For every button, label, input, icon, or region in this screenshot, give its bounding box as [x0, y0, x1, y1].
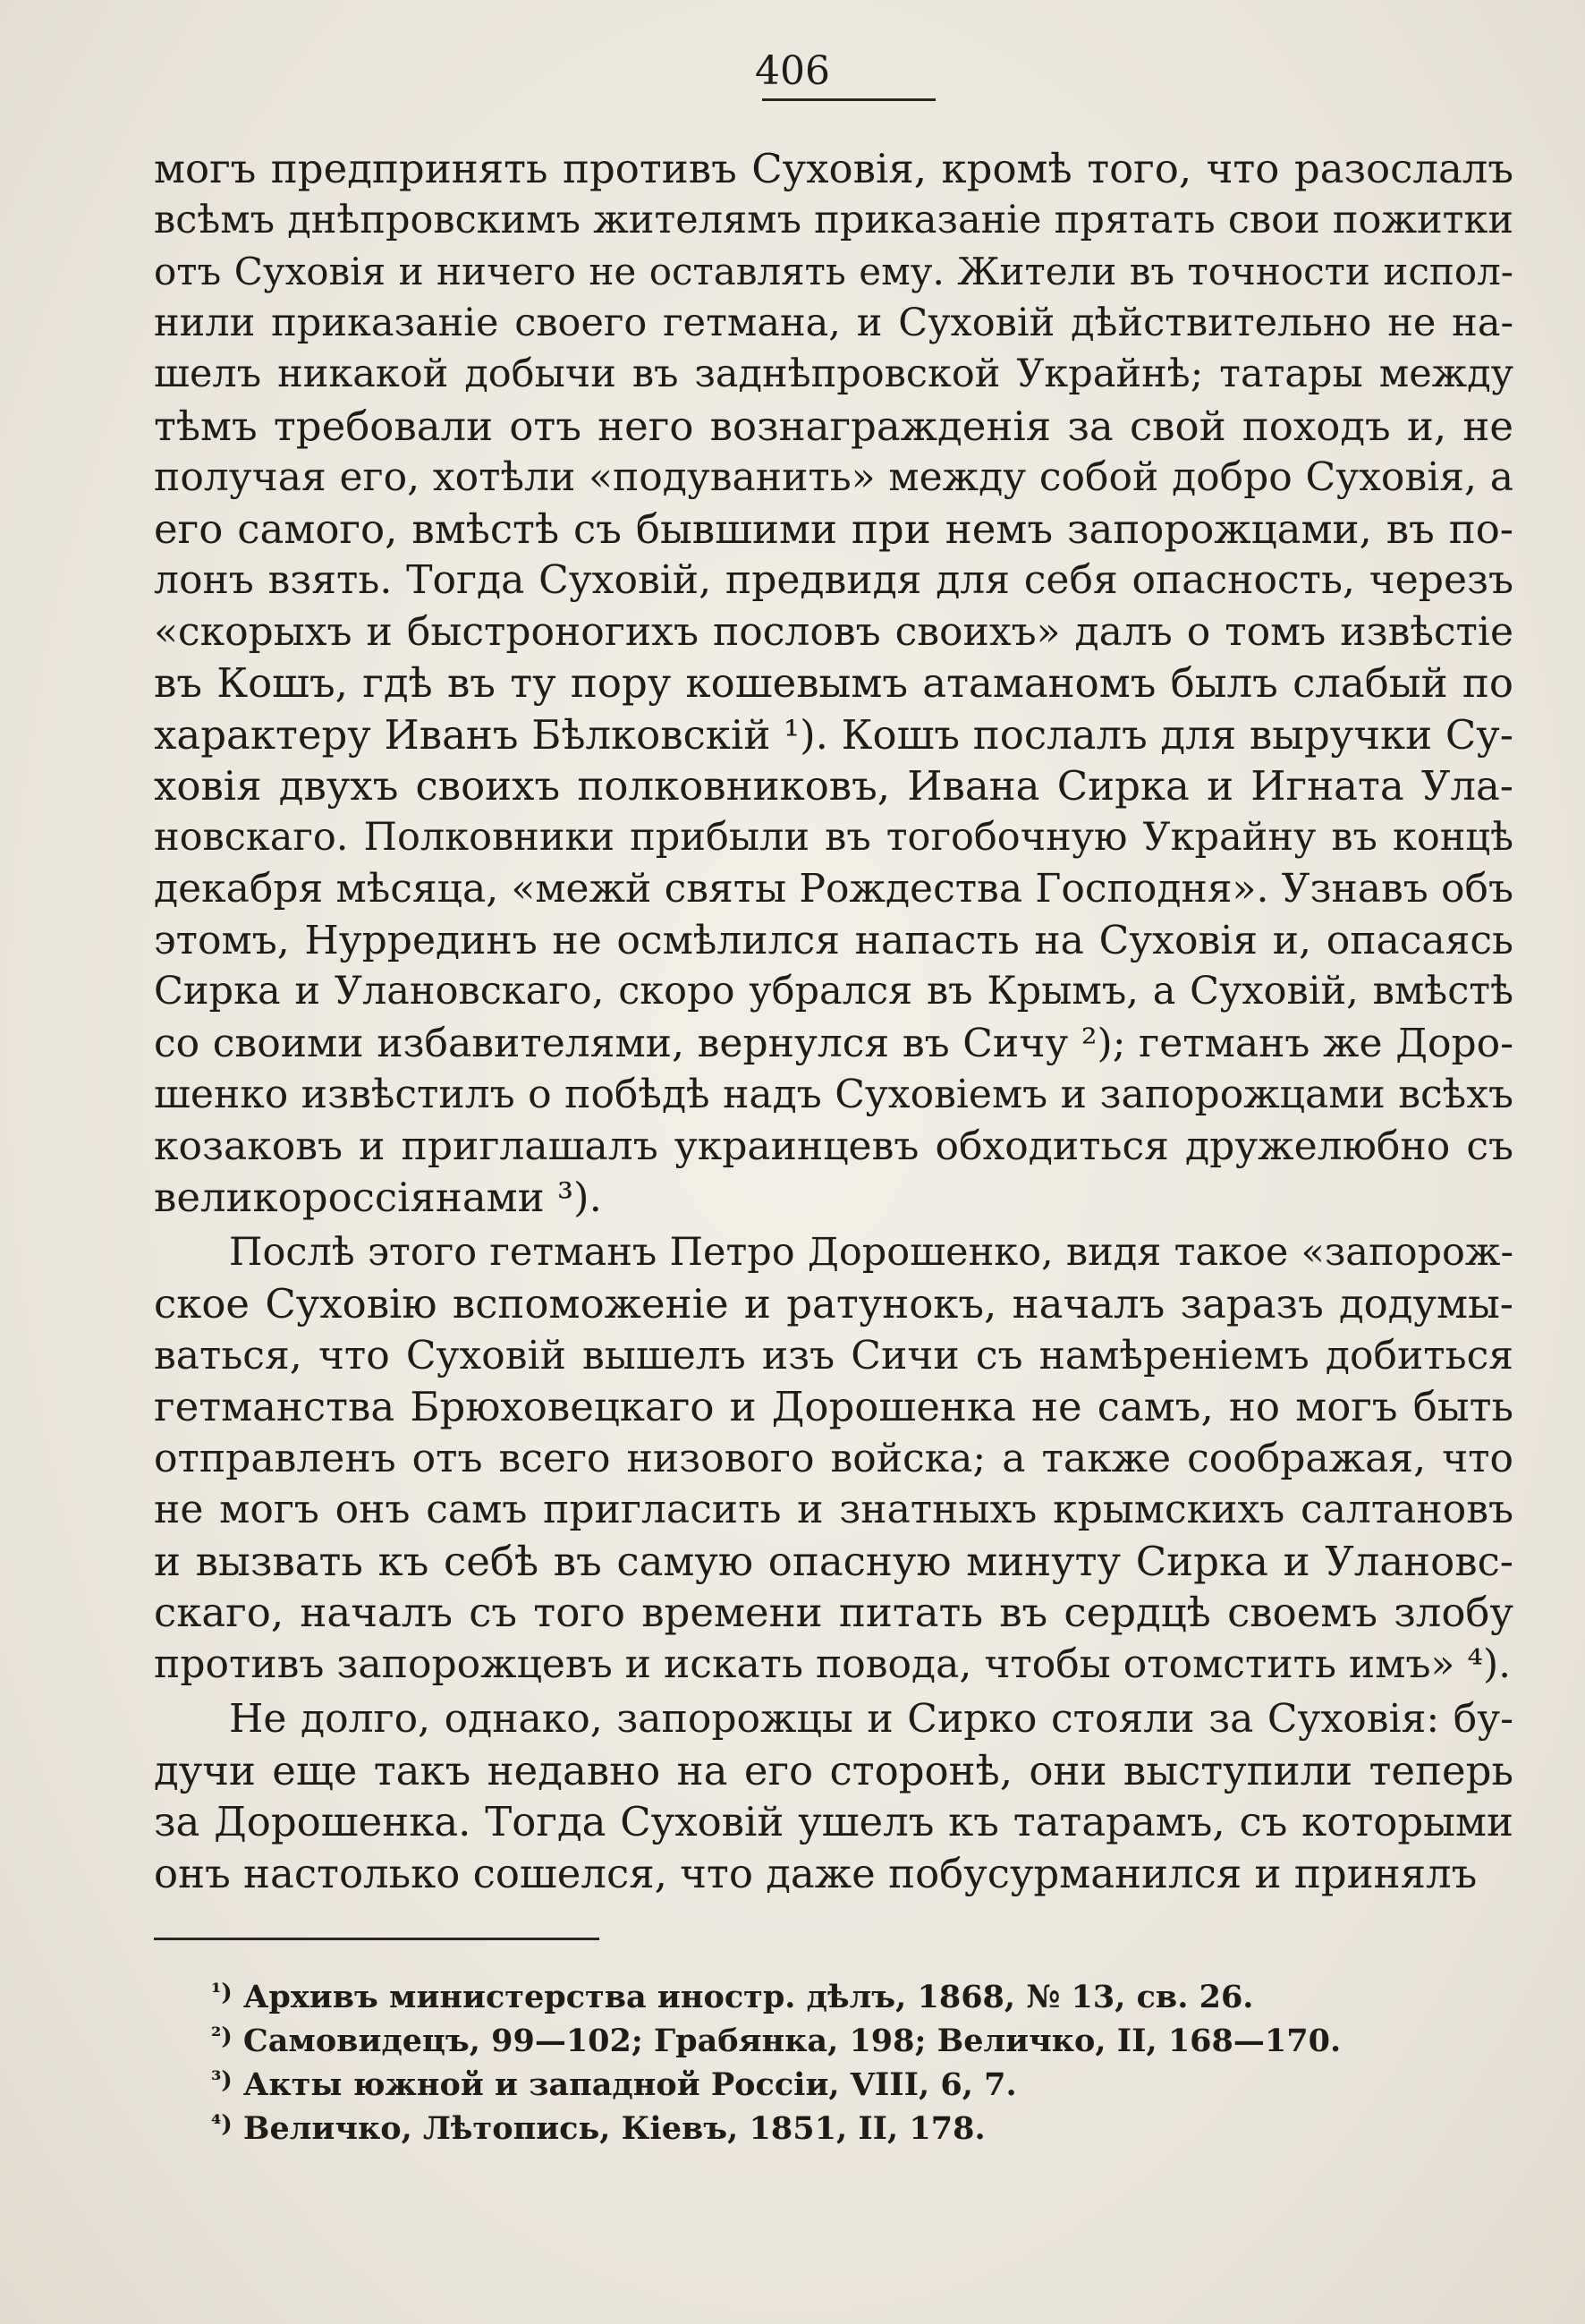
text-line: ваться, что Суховій вышелъ изъ Сичи съ намѣреніемъ добиться [154, 1332, 1513, 1378]
text-line: декабря мѣсяца, «межй святы Рождества Господня». Узнавъ объ [154, 866, 1513, 912]
text-line: нили приказаніе своего гетмана, и Суховій дѣйствительно не на- [154, 300, 1513, 345]
text-line: шелъ никакой добычи въ заднѣпровской Украйнѣ; татары между [154, 352, 1513, 396]
text-line: «скорыхъ и быстроногихъ пословъ своихъ» далъ о томъ извѣстіе [154, 608, 1513, 655]
text-line: его самого, вмѣстѣ съ бывшими при немъ запорожцами, въ по- [154, 505, 1513, 553]
footnote [211, 2063, 1463, 2107]
footnote-text: Величко, Лѣтопись, Кіевъ, 1851, II, 178. [242, 2110, 986, 2147]
text-line: великороссіянами ³). [154, 1174, 602, 1221]
text-line: и вызвать къ себѣ въ самую опасную минуту Сирка и Улановс- [154, 1537, 1513, 1585]
footnote-number: ³) [211, 2067, 233, 2094]
text-line: ское Суховію вспоможеніе и ратунокъ, началъ заразъ додумы- [154, 1280, 1513, 1327]
text-line: не могъ онъ самъ пригласить и знатныхъ крымскихъ салтановъ [154, 1487, 1513, 1532]
text-line: дучи еще такъ недавно на его сторонѣ, они выступили теперь [154, 1746, 1513, 1794]
body-text [154, 143, 1513, 1903]
text-line: характеру Иванъ Бѣлковскій ¹). Кошъ послалъ для выручки Су- [154, 710, 1513, 759]
text-line: скаго, началъ съ того времени питать въ сердцѣ своемъ злобу [154, 1589, 1513, 1636]
page-number: 406 [755, 48, 830, 94]
footnote [211, 2019, 1463, 2063]
footnote [211, 1975, 1463, 2019]
text-line: этомъ, Нуррединъ не осмѣлился напасть на Суховія и, опасаясь [154, 917, 1513, 963]
text-line: противъ запорожцевъ и искать повода, чтобы отомстить имъ» ⁴). [154, 1641, 1512, 1687]
footnote-separator [154, 1938, 599, 1940]
footnote [211, 2107, 1463, 2150]
text-line: получая его, хотѣли «подуванить» между собой добро Суховія, а [154, 454, 1513, 500]
text-line: отъ Суховія и ничего не оставлять ему. Жители въ точности испол- [154, 250, 1513, 293]
paragraph-p1 [154, 143, 1513, 1224]
text-line: за Дорошенка. Тогда Суховій ушелъ къ татарамъ, съ которыми [154, 1798, 1513, 1845]
text-line: Сирка и Улановскаго, скоро убрался въ Крымъ, а Суховій, вмѣстѣ [154, 969, 1513, 1014]
paragraph-p3 [154, 1693, 1513, 1899]
footnote-number: ⁴) [211, 2111, 233, 2138]
footnote-text: Самовидецъ, 99—102; Грабянка, 198; Величко, II, 168—170. [242, 2023, 1342, 2059]
text-line: шенко извѣстилъ о побѣдѣ надъ Суховіемъ и запорожцами всѣхъ [154, 1072, 1513, 1117]
paragraph-p2 [154, 1227, 1513, 1691]
text-line: отправленъ отъ всего низового войска; а также соображая, что [154, 1435, 1513, 1481]
text-line: всѣмъ днѣпровскимъ жителямъ приказаніе прятать свои пожитки [154, 197, 1513, 242]
footnote-number: ¹) [211, 1980, 233, 2006]
text-line: гетманства Брюховецкаго и Дорошенка не самъ, но могъ быть [154, 1383, 1513, 1430]
text-line: ховія двухъ своихъ полковниковъ, Ивана Сирка и Игната Ула- [154, 762, 1513, 810]
text-line: могъ предпринять противъ Суховія, кромѣ того, что разослалъ [154, 145, 1513, 192]
text-line: лонъ взять. Тогда Суховій, предвидя для себя опасность, черезъ [154, 557, 1513, 603]
footnotes [211, 1975, 1463, 2150]
footnote-text: Акты южной и западной Россіи, VIII, 6, 7. [242, 2066, 1017, 2103]
text-line: Послѣ этого гетманъ Петро Дорошенко, видя такое «запорож- [229, 1229, 1513, 1275]
page-number-rule [762, 98, 936, 101]
text-line: тѣмъ требовали отъ него вознагражденія за свой походъ и, не [154, 402, 1513, 450]
text-line: новскаго. Полковники прибыли въ тогобочную Украйну въ концѣ [154, 814, 1513, 860]
footnote-text: Архивъ министерства иностр. дѣлъ, 1868, № 13, св. 26. [242, 1979, 1254, 2015]
text-line: козаковъ и приглашалъ украинцевъ обходиться дружелюбно съ [154, 1123, 1513, 1169]
text-line: въ Кошъ, гдѣ въ ту пору кошевымъ атаманомъ былъ слабый по [154, 659, 1513, 707]
text-line: онъ настолько сошелся, что даже побусурманился и принялъ [154, 1849, 1478, 1897]
footnote-number: ²) [211, 2023, 233, 2050]
text-line: Не долго, однако, запорожцы и Сирко стояли за Суховія: бу- [229, 1696, 1513, 1742]
text-line: со своими избавителями, вернулся въ Сичу ²); гетманъ же Доро- [154, 1020, 1513, 1066]
